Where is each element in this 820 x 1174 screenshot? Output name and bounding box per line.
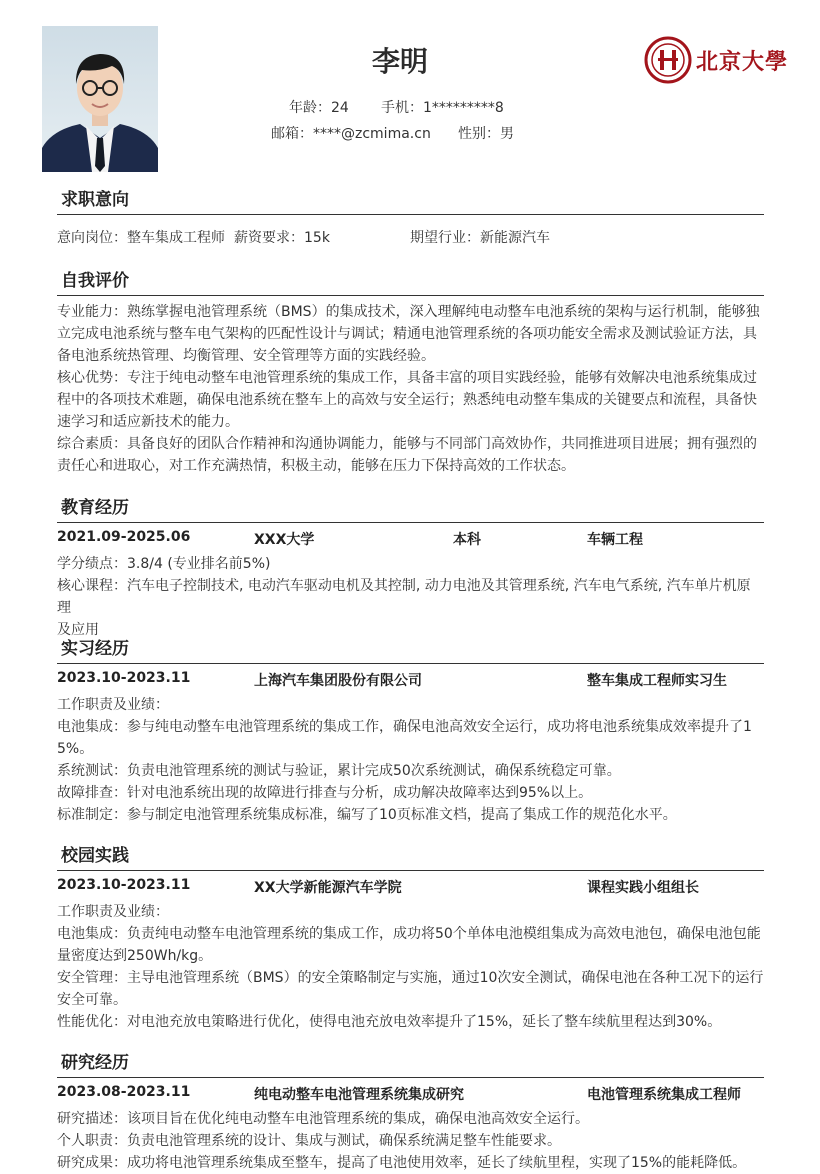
text-line: 电池集成：参与纯电动整车电池管理系统的集成工作，确保电池高效安全运行，成功将电池系统集成效率提升了1 (57, 719, 752, 735)
text-line: 安全管理：主导电池管理系统（BMS）的安全策略制定与实施，通过10次安全测试，确保电池在各种工况下的运行 (57, 970, 764, 986)
text-line: 学分绩点：3.8/4 (专业排名前5%) (57, 556, 271, 572)
email-value: ****@zcmima.cn (313, 126, 431, 142)
education-school: XXX大学 (254, 532, 315, 548)
text-line: 核心课程：汽车电子控制技术, 电动汽车驱动电机及其控制, 动力电池及其管理系统, 汽车电气系统, 汽车单片机原理 (57, 578, 751, 616)
university-seal-icon (644, 36, 692, 84)
section-internship (57, 635, 764, 826)
text-line: 系统测试：负责电池管理系统的测试与验证，累计完成50次系统测试，确保系统稳定可靠。 (57, 763, 621, 779)
gender-value: 男 (500, 126, 514, 142)
university-logo-text: 北京大學 (696, 48, 789, 75)
text-line: 安全可靠。 (57, 992, 127, 1008)
text-line: 综合素质：具备良好的团队合作精神和沟通协调能力，能够与不同部门高效协作，共同推进项目进展；拥有强烈的 (57, 436, 757, 452)
section-title: 研究经历 (57, 1049, 764, 1078)
section-intention (57, 186, 764, 249)
age-value: 24 (331, 100, 349, 116)
section-campus-practice (57, 842, 764, 1033)
text-line: 工作职责及业绩： (57, 904, 169, 920)
text-line: 立完成电池系统与整车电气架构的匹配性设计与调试；精通电池管理系统的各项功能安全需求及测试验证方法，具 (57, 326, 757, 342)
email-info (271, 123, 431, 143)
section-research (57, 1049, 764, 1174)
text-line: 专业能力：熟练掌握电池管理系统（BMS）的集成技术，深入理解纯电动整车电池系统的架构与运行机制，能够独 (57, 304, 760, 320)
text-line: 电池集成：负责纯电动整车电池管理系统的集成工作，成功将50个单体电池模组集成为高效电池包，确保电池包能 (57, 926, 761, 942)
campus-role: 课程实践小组组长 (587, 880, 699, 896)
research-date: 2023.08-2023.11 (57, 1084, 191, 1100)
section-self-evaluation (57, 267, 764, 477)
text-line: 速学习和适应新技术的能力。 (57, 414, 239, 430)
salary-requirement: 薪资要求：15k (234, 230, 330, 246)
email-label: 邮箱： (271, 126, 313, 142)
university-logo (644, 36, 788, 84)
text-line: 研究描述：该项目旨在优化纯电动整车电池管理系统的集成，确保电池高效安全运行。 (57, 1111, 589, 1127)
desired-position: 意向岗位：整车集成工程师 (57, 230, 225, 246)
text-line: 量密度达到250Wh/kg。 (57, 948, 213, 964)
education-major: 车辆工程 (587, 532, 643, 548)
campus-date: 2023.10-2023.11 (57, 877, 191, 893)
research-role: 电池管理系统集成工程师 (587, 1087, 741, 1103)
text-line: 性能优化：对电池充放电策略进行优化，使得电池充放电效率提升了15%，延长了整车续航里程达到30%。 (57, 1014, 722, 1030)
text-line: 核心优势：专注于纯电动整车电池管理系统的集成工作，具备丰富的项目实践经验，能够有效解决电池系统集成过 (57, 370, 757, 386)
internship-date: 2023.10-2023.11 (57, 670, 191, 686)
text-line: 5%。 (57, 741, 94, 757)
internship-company: 上海汽车集团股份有限公司 (254, 673, 422, 689)
text-line: 程中的各项技术难题，确保电池系统在整车上的高效与安全运行；熟悉纯电动整车集成的关键要点和流程，具备快 (57, 392, 757, 408)
text-line: 备电池系统热管理、均衡管理、安全管理等方面的实践经验。 (57, 348, 435, 364)
phone-value: 1*********8 (423, 100, 504, 116)
section-title: 求职意向 (57, 186, 764, 215)
phone-info (381, 97, 504, 117)
section-title: 自我评价 (57, 267, 764, 296)
research-project: 纯电动整车电池管理系统集成研究 (254, 1087, 464, 1103)
phone-label: 手机： (381, 100, 423, 116)
gender-label: 性别： (458, 126, 500, 142)
section-title: 校园实践 (57, 842, 764, 871)
candidate-name: 李明 (371, 45, 428, 78)
education-degree: 本科 (453, 532, 481, 548)
age-label: 年龄： (289, 100, 331, 116)
text-line: 责任心和进取心，对工作充满热情，积极主动，能够在压力下保持高效的工作状态。 (57, 458, 575, 474)
section-education (57, 494, 764, 641)
campus-org: XX大学新能源汽车学院 (254, 880, 402, 896)
text-line: 标准制定：参与制定电池管理系统集成标准，编写了10页标准文档，提高了集成工作的规范化水平。 (57, 807, 677, 823)
text-line: 个人职责：负责电池管理系统的设计、集成与测试，确保系统满足整车性能要求。 (57, 1133, 561, 1149)
section-title: 实习经历 (57, 635, 764, 664)
desired-industry: 期望行业：新能源汽车 (410, 230, 550, 246)
internship-role: 整车集成工程师实习生 (587, 673, 727, 689)
section-title: 教育经历 (57, 494, 764, 523)
text-line: 故障排查：针对电池系统出现的故障进行排查与分析，成功解决故障率达到95%以上。 (57, 785, 593, 801)
text-line: 研究成果：成功将电池管理系统集成至整车，提高了电池使用效率，延长了续航里程，实现了15%的能耗降低。 (57, 1155, 747, 1171)
education-date: 2021.09-2025.06 (57, 529, 191, 545)
text-line: 工作职责及业绩： (57, 697, 169, 713)
gender-info (458, 123, 514, 143)
text-line: 及应用 (57, 622, 99, 638)
age-info (289, 97, 349, 117)
